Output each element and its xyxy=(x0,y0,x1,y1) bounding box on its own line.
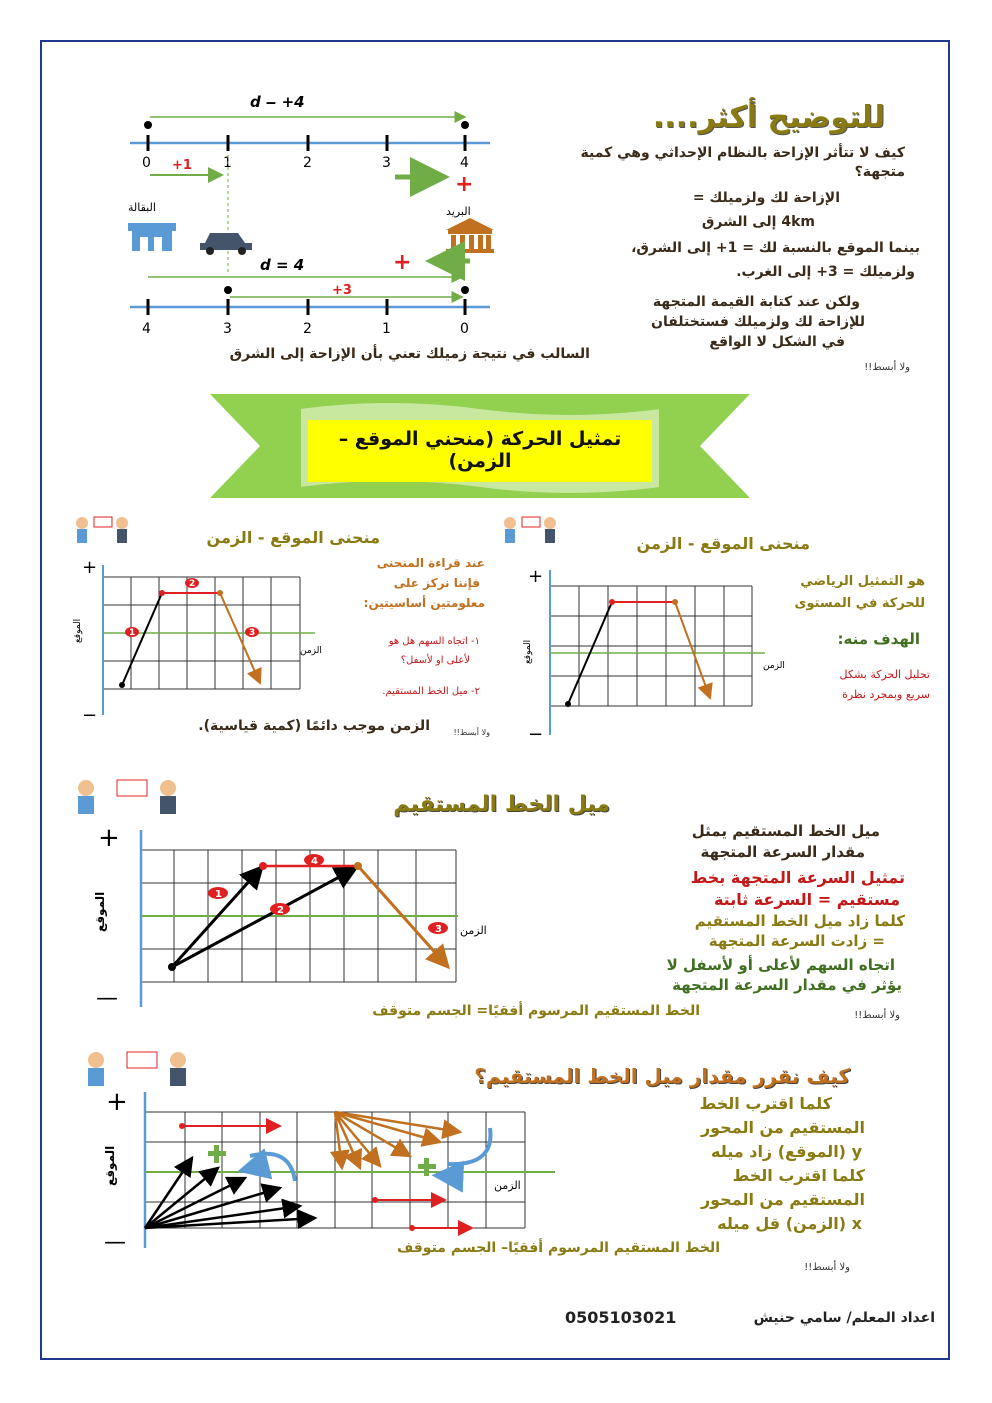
bottom-tick-1: 1 xyxy=(382,321,391,337)
clarify-but3: في الشكل لا الواقع xyxy=(709,334,845,350)
footer-author: اعداد المعلم/ سامي حنيش xyxy=(753,1310,935,1326)
graph1-title: منحنى الموقع - الزمن xyxy=(636,534,810,553)
graph1-plus: + xyxy=(528,566,544,587)
clarify-question: كيف لا تتأثر الإزاحة بالنظام الإحداثي وهي كمية متجهة؟ xyxy=(580,145,905,180)
top-tick-3: 3 xyxy=(382,155,391,171)
store-icon xyxy=(128,223,176,251)
slope-y-label: الموقع xyxy=(93,891,107,932)
graph1-goal2: سريع وبمجرد نظرة xyxy=(842,688,930,701)
graph2-read2: فإننا نركز على xyxy=(393,576,480,590)
clarify-pos2: ولزميلك = 3+ إلى الغرب. xyxy=(736,264,915,280)
banner-title: تمثيل الحركة (منحني الموقع – الزمن) xyxy=(338,428,622,472)
teacher-pair-icon-2 xyxy=(82,1050,202,1090)
simple-note-3: ولا أبسط!! xyxy=(854,1010,900,1021)
bottom-d-label: d = 4 xyxy=(260,256,305,274)
grocery-label: البقالة xyxy=(128,201,156,214)
clarify-pos1: بينما الموقع بالنسبة لك = 1+ إلى الشرق، xyxy=(631,240,920,256)
bottom-tick-3: 3 xyxy=(223,321,232,337)
bottom-tick-4: 4 xyxy=(142,321,151,337)
graph2-item2: ٢- ميل الخط المستقيم. xyxy=(382,686,480,697)
compare-l2: المستقيم من المحور xyxy=(700,1118,865,1137)
compare-l3: y (الموقع) زاد ميله xyxy=(710,1142,862,1161)
teacher-pair-icon-1 xyxy=(72,778,192,818)
simple-note-2: ولا أبسط!! xyxy=(453,728,490,737)
slope-l2: مقدار السرعة المتجهة xyxy=(700,843,865,861)
slope-l8: يؤثر في مقدار السرعة المتجهة xyxy=(672,976,902,994)
graph1-goal1: تحليل الحركة بشكل xyxy=(839,668,930,681)
compare-plus: + xyxy=(106,1087,128,1117)
slope-l3: تمثيل السرعة المتجهة بخط xyxy=(690,868,905,887)
slope-l6: = زادت السرعة المتجهة xyxy=(708,932,885,950)
slope-l4: مستقيم = السرعة ثابتة xyxy=(713,890,900,909)
graph2-marker-1: 1 xyxy=(129,628,136,638)
graph1-minus: − xyxy=(528,724,544,745)
slope-chart xyxy=(88,822,488,1012)
clarify-title: للتوضيح أكثر.... xyxy=(652,100,885,135)
bottom-plus3: +3 xyxy=(332,283,352,298)
graph2-chart xyxy=(70,555,340,730)
compare-l5: المستقيم من المحور xyxy=(700,1190,865,1209)
graph2-y-label: الموقع xyxy=(73,618,83,643)
graph1-goal: الهدف منه: xyxy=(837,630,920,648)
post-label: البريد xyxy=(446,205,471,218)
svg-text:+: + xyxy=(455,172,474,197)
top-plus1: +1 xyxy=(172,158,192,173)
car-icon xyxy=(200,233,252,255)
graph2-marker-3: 3 xyxy=(249,628,256,638)
clarify-equal: الإزاحة لك ولزميلك = xyxy=(692,190,840,206)
graph2-time-note: الزمن موجب دائمًا (كمية قياسية). xyxy=(198,718,430,734)
slope-horizontal: الخط المستقيم المرسوم أفقيًا= الجسم متوقف xyxy=(372,1003,700,1019)
footer-phone: 0505103021 xyxy=(565,1308,677,1327)
slope-marker-4: 4 xyxy=(311,856,318,867)
slope-l7: اتجاه السهم لأعلى أو لأسفل لا xyxy=(666,956,895,974)
teacher-icon-1 xyxy=(72,515,137,549)
slope-title: ميل الخط المستقيم xyxy=(393,792,610,817)
slope-minus: — xyxy=(96,986,118,1011)
compare-title: كيف نقرر مقدار ميل الخط المستقيم؟ xyxy=(474,1064,850,1088)
number-line-diagram xyxy=(110,85,510,345)
slope-plus: + xyxy=(98,823,120,853)
slope-l1: ميل الخط المستقيم يمثل xyxy=(691,822,880,840)
negative-note: السالب في نتيجة زميلك تعني بأن الإزاحة إلى الشرق xyxy=(229,346,590,362)
teacher-icon-2 xyxy=(500,515,565,549)
compare-minus: — xyxy=(104,1230,126,1255)
graph1-desc2: للحركة في المستوى xyxy=(794,596,925,611)
top-d-label: d ‒ +4 xyxy=(250,93,305,111)
slope-marker-1: 1 xyxy=(215,889,222,900)
graph2-item1a: ١- اتجاه السهم هل هو xyxy=(388,636,480,647)
slope-marker-3: 3 xyxy=(435,924,442,935)
svg-text:+: + xyxy=(393,250,412,275)
top-tick-1: 1 xyxy=(223,155,232,171)
curved-arrow-left xyxy=(250,1154,295,1181)
graph1-x-label: الزمن xyxy=(763,661,785,671)
bottom-tick-2: 2 xyxy=(303,321,312,337)
slope-marker-2: 2 xyxy=(277,905,284,916)
graph2-read1: عند قراءة المنحنى xyxy=(376,556,485,570)
bank-icon xyxy=(446,218,494,253)
graph2-item1b: لأعلى او لأسفل؟ xyxy=(400,655,470,666)
plus-icon-left xyxy=(208,1145,226,1163)
clarify-but2: للإزاحة لك ولزميلك فستختلفان xyxy=(651,314,865,330)
graph2-read3: معلومتين أساسيتين: xyxy=(363,596,485,610)
simple-note-1: ولا أبسط!! xyxy=(864,362,910,373)
graph1-y-label: الموقع xyxy=(523,639,533,664)
graph2-minus: − xyxy=(82,705,98,726)
compare-l4: كلما اقترب الخط xyxy=(732,1166,865,1185)
compare-horizontal: الخط المستقيم المرسوم أفقيًا– الجسم متوقف xyxy=(396,1240,720,1256)
clarify-but1: ولكن عند كتابة القيمة المتجهة xyxy=(652,294,860,310)
graph1-chart xyxy=(520,560,795,745)
plus-icon-right xyxy=(418,1158,436,1176)
graph2-plus: + xyxy=(82,557,98,578)
top-tick-4: 4 xyxy=(460,155,469,171)
slope-x-label: الزمن xyxy=(460,924,487,937)
compare-l6: x (الزمن) قل ميله xyxy=(717,1214,862,1233)
clarify-4km: 4km إلى الشرق xyxy=(701,214,815,230)
curved-arrow-right xyxy=(448,1128,490,1164)
graph2-marker-2: 2 xyxy=(189,579,196,589)
slope-l5: كلما زاد ميل الخط المستقيم xyxy=(694,912,905,930)
graph1-desc1: هو التمثيل الرياضي xyxy=(800,574,925,589)
compare-y-label: الموقع xyxy=(103,1145,117,1186)
bottom-tick-0: 0 xyxy=(460,321,469,337)
graph2-x-label: الزمن xyxy=(300,646,322,656)
simple-note-4: ولا أبسط!! xyxy=(804,1262,850,1273)
compare-l1: كلما اقترب الخط xyxy=(699,1094,832,1113)
top-tick-2: 2 xyxy=(303,155,312,171)
top-tick-0: 0 xyxy=(142,155,151,171)
graph2-title: منحنى الموقع - الزمن xyxy=(206,528,380,547)
compare-x-label: الزمن xyxy=(494,1179,521,1192)
compare-chart xyxy=(100,1086,560,1256)
